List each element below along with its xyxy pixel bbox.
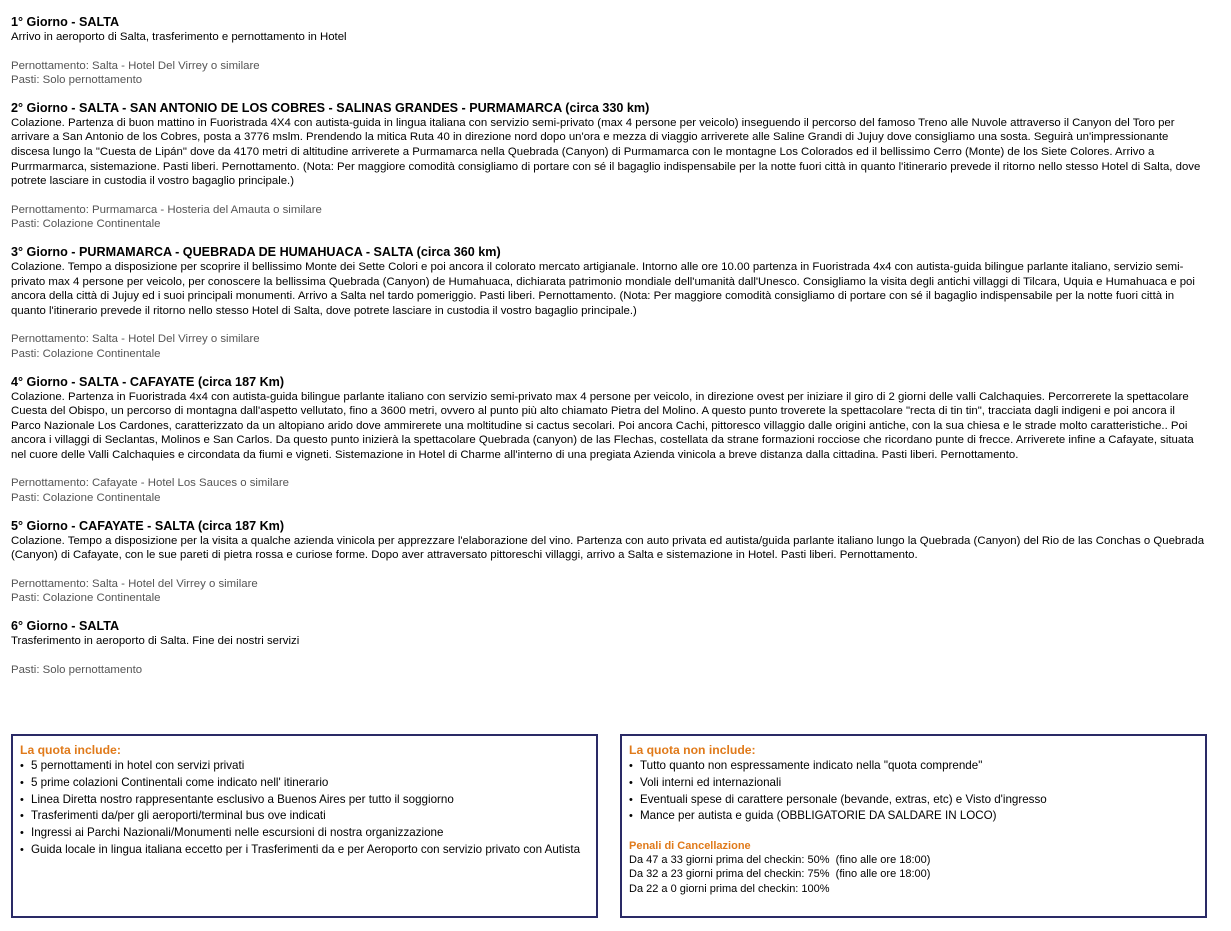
meals-info: Pasti: Colazione Continentale <box>11 347 161 360</box>
day-title: 3° Giorno - PURMAMARCA - QUEBRADA DE HUMAHUACA - SALTA (circa 360 km) <box>11 244 501 259</box>
day-2 <box>11 100 1221 232</box>
day-5 <box>11 518 1221 606</box>
penalty-line: Da 47 a 33 giorni prima del checkin: 50% (fino alle ore 18:00) <box>629 854 931 867</box>
excludes-box <box>620 734 1207 918</box>
day-title: 5° Giorno - CAFAYATE - SALTA (circa 187 Km) <box>11 518 285 533</box>
day-3 <box>11 244 1221 362</box>
includes-box <box>11 734 598 918</box>
day-title: 4° Giorno - SALTA - CAFAYATE (circa 187 Km) <box>11 374 285 389</box>
overnight-info: Pernottamento: Purmamarca - Hosteria del Amauta o similare <box>11 203 322 216</box>
bullet-icon: • <box>629 810 633 823</box>
bullet-icon: • <box>20 793 24 806</box>
day-description: Colazione. Tempo a disposizione per scoprire il bellissimo Monte dei Sette Colori e poi ancora il colorato mercato artigianale. Intorno alle ore 10.00 partenza in Fuoristrada 4x4 con autista-guida bilingue parlante italiano, servizio semi-privato max 4 persone per veicolo, per conoscere la bellissima Quebrada (Canyon) de Humahuaca, dichiarata patrimonio mondiale dell'umanità dall'Unesco. Consigliamo la visita degli antichi villaggi di Tilcara, Uquia e Humahuaca e poi ancora della città di Jujuy ed i suoi principali monumenti. Arrivo a Salta nel tardo pomeriggio. Pasti liberi. Pernottamento. (Nota: Per maggiore comodità consigliamo di portare con sé il bagaglio indispensabile per la notte fuori città in quanto l'itinerario prevede il ritorno nello stesso Hotel di Salta, dove potrete lasciare in custodia il vostro bagaglio principale.) <box>11 260 1195 317</box>
overnight-info: Pernottamento: Cafayate - Hotel Los Sauces o similare <box>11 477 289 490</box>
info-boxes <box>11 734 1207 918</box>
meals-info: Pasti: Solo pernottamento <box>11 663 143 676</box>
bullet-icon: • <box>629 776 633 789</box>
bullet-icon: • <box>20 810 24 823</box>
list-item: • Mance per autista e guida (OBBLIGATORIE DA SALDARE IN LOCO) <box>629 808 1198 825</box>
day-description: Arrivo in aeroporto di Salta, trasferimento e pernottamento in Hotel <box>11 31 347 43</box>
meals-info: Pasti: Colazione Continentale <box>11 218 161 231</box>
day-description: Trasferimento in aeroporto di Salta. Fine dei nostri servizi <box>11 635 300 648</box>
list-item: • Guida locale in lingua italiana eccetto per i Trasferimenti da e per Aeroporto con servizio privato con Autista <box>20 842 589 859</box>
excludes-title: La quota non include: <box>629 743 756 757</box>
day-description: Colazione. Tempo a disposizione per la visita a qualche azienda vinicola per apprezzare l'elaborazione del vino. Partenza con auto privata ed autista/guida parlante italiano lungo la Quebrada (Canyon) del Rio de las Conchas o Quebrada (Canyon) di Cafayate, con le sue pareti di pietra rossa e curiose forme. Dopo aver attraversato pittoreschi villaggi, arrivo a Salta e sistemazione in Hotel. Pasti liberi. Pernottamento. <box>11 534 1205 562</box>
list-item: • Ingressi ai Parchi Nazionali/Monumenti nelle escursioni di nostra organizzazione <box>20 825 589 842</box>
day-description: Colazione. Partenza di buon mattino in Fuoristrada 4X4 con autista-guida in lingua italiana con servizio semi-privato (max 4 persone per veicolo) inseguendo il percorso del famoso Treno alle Nuvole attraverso il Canyon del Toro per arrivare a San Antonio de los Cobres, posta a 3776 mslm. Prendendo la mitica Ruta 40 in direzione nord dopo un'ora e mezza di viaggio arriverete alle Saline Grandi di Jujuy dove consigliamo una sosta. Seguirà un'impressionante discesa lungo la "Cuesta de Lipán" dove da 4170 metri di altitudine arriverete a Purmamarca nella Quebrada (Canyon) di Purmamarca con le montagne Los Colorados ed il bellissimo Cerro (Monte) de los Siete Colores. Arrivo a Purrmarmarca, sistemazione. Pasti liberi. Pernottamento. (Nota: Per maggiore comodità consigliamo di portare con sé il bagaglio indispensabile per la notte fuori città in quanto l'itinerario prevede il ritorno nello stesso Hotel di Salta, dove potrete lasciare in custodia il vostro bagaglio principale.) <box>11 116 1201 188</box>
day-1 <box>11 14 1221 88</box>
list-item: • 5 pernottamenti in hotel con servizi privati <box>20 758 589 775</box>
list-item: • Eventuali spese di carattere personale (bevande, extras, etc) e Visto d'ingresso <box>629 792 1198 809</box>
day-description: Colazione. Partenza in Fuoristrada 4x4 con autista-guida bilingue parlante italiano con servizio semi-privato max 4 persone per veicolo, in direzione ovest per iniziare il giro di 2 giorni delle valli Calchaquies. Percorrerete la spettacolare Cuesta del Obispo, un percorso di montagna dall'aspetto vellutato, fino a 3600 metri, ovvero al punto più alto chiamato Pietra del Molino. A questo punto troverete la spettacolare "recta di tin tin", tracciata dagli indigeni e poi ancora il Parco Nazionale Los Cardones, caratterizzato da un altopiano arido dove ammirerete una moltitudine si cactus secolari. Poi ancora Cachi, pittoresco villaggio dalle origini antiche, con la sua chiesa e le strade molto caratteristiche.. Poi ancora i villaggi di Seclantas, Molinos e San Carlos. Da questo punto inizierà la spettacolare Quebrada (canyon) de las Flechas, costellata da strane formazioni rocciose che ricordano punte di frecce. Arriverete infine a Cafayate, situata nel cuore delle Valli Calchaquies e circondata da fiumi e vigneti. Sistemazione in Hotel di Charme all'interno di una pregiata Azienda vinicola a breve distanza dalla cittadina. Pasti liberi. Pernottamento. <box>11 390 1194 461</box>
penalties-title: Penali di Cancellazione <box>629 840 751 853</box>
bullet-icon: • <box>20 827 24 840</box>
list-item: • Linea Diretta nostro rappresentante esclusivo a Buenos Aires per tutto il soggiorno <box>20 792 589 809</box>
includes-title: La quota include: <box>20 743 121 757</box>
meals-info: Pasti: Colazione Continentale <box>11 592 161 605</box>
bullet-icon: • <box>20 776 24 789</box>
bullet-icon: • <box>629 760 633 772</box>
day-title: 6° Giorno - SALTA <box>11 619 120 634</box>
bullet-icon: • <box>20 843 24 856</box>
list-item: • 5 prime colazioni Continentali come indicato nell' itinerario <box>20 775 589 792</box>
day-title: 2° Giorno - SALTA - SAN ANTONIO DE LOS COBRES - SALINAS GRANDES - PURMAMARCA (circa 330 km) <box>11 100 650 115</box>
penalty-line: Da 32 a 23 giorni prima del checkin: 75% (fino alle ore 18:00) <box>629 868 931 881</box>
list-item: • Trasferimenti da/per gli aeroporti/terminal bus ove indicati <box>20 808 589 825</box>
overnight-info: Pernottamento: Salta - Hotel del Virrey o similare <box>11 577 258 590</box>
penalty-line: Da 22 a 0 giorni prima del checkin: 100% <box>629 882 830 895</box>
list-item: • Voli interni ed internazionali <box>629 775 1198 792</box>
day-6 <box>11 618 1221 677</box>
includes-list <box>20 758 589 859</box>
excludes-list <box>629 758 1198 825</box>
meals-info: Pasti: Colazione Continentale <box>11 492 161 505</box>
meals-info: Pasti: Solo pernottamento <box>11 74 143 87</box>
bullet-icon: • <box>629 793 633 806</box>
overnight-info: Pernottamento: Salta - Hotel Del Virrey o similare <box>11 59 260 72</box>
day-title: 1° Giorno - SALTA <box>11 15 120 29</box>
bullet-icon: • <box>20 760 24 772</box>
overnight-info: Pernottamento: Salta - Hotel Del Virrey o similare <box>11 333 260 346</box>
day-4 <box>11 374 1221 506</box>
list-item: • Tutto quanto non espressamente indicato nella "quota comprende" <box>629 758 1198 775</box>
